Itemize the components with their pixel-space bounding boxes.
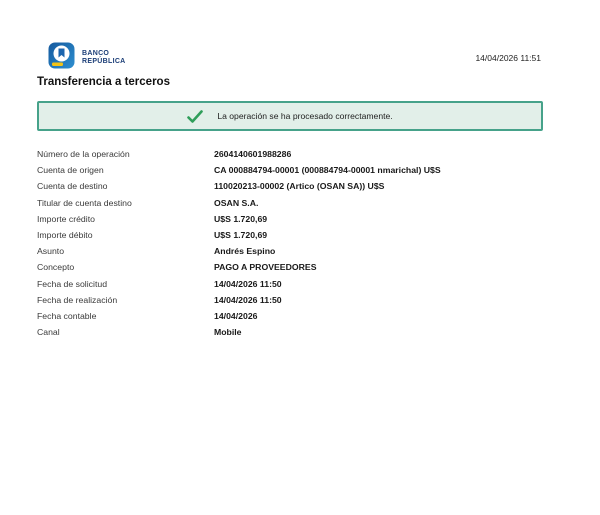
detail-row — [37, 308, 563, 324]
detail-label: Fecha contable — [37, 310, 97, 321]
check-icon — [187, 110, 203, 123]
detail-label: Importe débito — [37, 230, 93, 241]
detail-value: Andrés Espino — [214, 246, 276, 257]
detail-row — [37, 178, 563, 194]
detail-row — [37, 195, 563, 211]
detail-row — [37, 227, 563, 243]
bank-logo-line2: REPÚBLICA — [82, 58, 126, 65]
detail-value: U$S 1.720,69 — [214, 230, 268, 241]
detail-label: Cuenta de origen — [37, 165, 104, 176]
success-message: La operación se ha procesado correctamente. — [217, 111, 393, 121]
detail-row — [37, 259, 563, 275]
detail-label: Canal — [37, 327, 60, 338]
detail-label: Concepto — [37, 262, 75, 273]
detail-label: Fecha de realización — [37, 294, 118, 305]
details-table — [37, 146, 563, 340]
detail-value: 2604140601988286 — [214, 149, 292, 160]
detail-label: Fecha de solicitud — [37, 278, 108, 289]
detail-value: 14/04/2026 — [214, 310, 258, 321]
success-banner — [37, 101, 543, 131]
bank-logo-icon — [48, 42, 75, 74]
print-timestamp: 14/04/2026 11:51 — [475, 53, 541, 63]
bank-logo — [48, 42, 126, 74]
detail-row — [37, 211, 563, 227]
detail-row — [37, 324, 563, 340]
detail-row — [37, 276, 563, 292]
detail-label: Cuenta de destino — [37, 181, 108, 192]
detail-row — [37, 146, 563, 162]
detail-value: OSAN S.A. — [214, 197, 259, 208]
detail-value: U$S 1.720,69 — [214, 213, 268, 224]
detail-value: 110020213-00002 (Artico (OSAN SA)) U$S — [214, 181, 385, 192]
detail-label: Número de la operación — [37, 149, 130, 160]
detail-label: Importe crédito — [37, 213, 95, 224]
detail-value: 14/04/2026 11:50 — [214, 294, 282, 305]
page-title: Transferencia a terceros — [37, 76, 170, 88]
detail-value: 14/04/2026 11:50 — [214, 278, 282, 289]
detail-value: PAGO A PROVEEDORES — [214, 262, 317, 273]
detail-row — [37, 162, 563, 178]
detail-label: Titular de cuenta destino — [37, 197, 132, 208]
detail-label: Asunto — [37, 246, 65, 257]
detail-value: CA 000884794-00001 (000884794-00001 nmarichal) U$S — [214, 165, 441, 176]
detail-value: Mobile — [214, 327, 242, 338]
detail-row — [37, 292, 563, 308]
bank-logo-text — [82, 50, 126, 66]
detail-row — [37, 243, 563, 259]
bank-logo-line1: BANCO — [82, 49, 110, 57]
